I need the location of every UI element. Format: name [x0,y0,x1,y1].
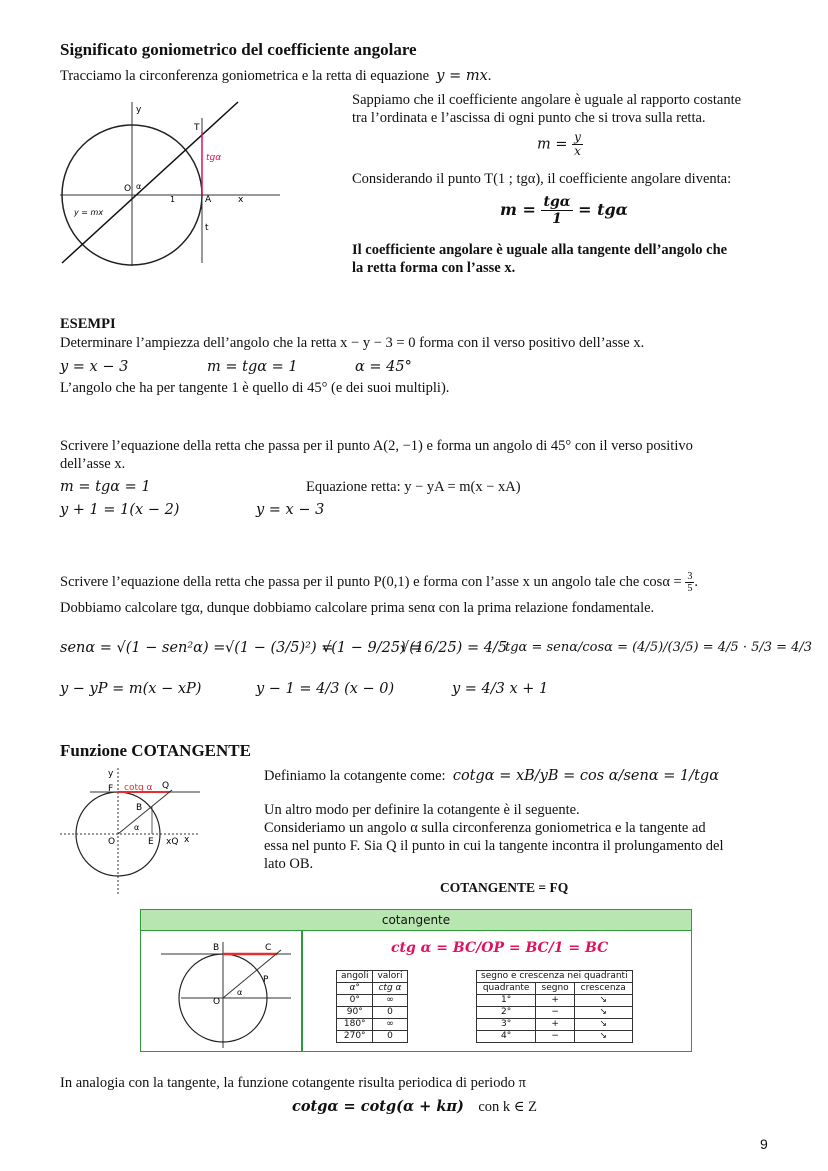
box-fig-alpha-label: α [237,988,243,997]
table-row: 270° 0 [337,1031,408,1043]
ex1-conclusion: L’angolo che ha per tangente 1 è quello di 45° (e dei suoi multipli). [60,380,450,396]
unit-circle-line-figure [60,98,285,268]
ex2-eq-b: Equazione retta: y − yA = m(x − xA) [306,479,521,495]
table-row: 180° ∞ [337,1019,408,1031]
t2-header: segno e crescenza nei quadranti [477,971,633,983]
box-header: cotangente [141,910,691,931]
ex2-text1: Scrivere l’equazione della retta che passa per il punto A(2, −1) e forma un angolo di 45° con il verso positivo [60,438,693,454]
fig2-xQ-label: xQ [166,837,179,847]
period-equation: cotgα = cotg(α + kπ) con k ∈ Z [292,1098,538,1115]
ex3-tg: tgα = senα/cosα = (4/5)/(3/5) = 4/5 · 5/3 = 4/3 [505,640,813,655]
fig1-one-label: 1 [170,195,176,204]
cotangent-values-table: angoli valori α° ctg α 0° ∞ 90° 0 180° ∞ 270° 0 [336,970,408,1043]
table-row: 90° 0 [337,1007,408,1019]
fig1-alpha-label: α [136,182,142,191]
page-number: 9 [760,1136,768,1152]
ex2-eq-d: y = x − 3 [256,502,325,518]
ex3-sen-c: √(1 − 9/25) = [322,640,423,656]
cotangent-p3: essa nel punto F. Sia Q il punto in cui la tangente incontra il prolungamento del [264,838,724,854]
conclusion-line1: Il coefficiente angolare è uguale alla tangente dell’angolo che [352,242,728,258]
table-row: 0° ∞ [337,995,408,1007]
ex3-text1: Scrivere l’equazione della retta che passa per il punto P(0,1) e forma con l’asse x un angolo tale che cosα = $\frac{3}{5}$ . [60,571,698,594]
t1-h1: angoli [337,971,373,983]
box-fig-O-label: O [213,997,221,1007]
table-row: 1° + ↘ [477,995,633,1007]
ex2-eq-a: m = tgα = 1 [60,479,151,495]
fig1-ymx-label: y = mx [74,208,104,217]
ex1-eq-b: m = tgα = 1 [207,359,298,375]
table-row: 2° − ↘ [477,1007,633,1019]
cotangent-def: Definiamo la cotangente come: cotgα = xB/yB = cos α/senα = 1/tgα [264,768,719,784]
cotangent-p1: Un altro modo per definire la cotangente è il seguente. [264,802,580,818]
fig2-cotg-label: cotg α [124,783,153,793]
t1-h2: valori [373,971,407,983]
cotangent-circle-figure [60,764,210,899]
cotangent-p4: lato OB. [264,856,314,872]
ex3-sen-a: senα = √(1 − sen²α) = [60,640,226,656]
ex1-text: Determinare l’ampiezza dell’angolo che la retta x − y − 3 = 0 forma con il verso positivo dell’asse x. [60,335,645,351]
section-title-cotangent: Funzione COTANGENTE [60,741,251,760]
fig1-T-label: T [194,123,200,133]
ex1-eq-c: α = 45° [355,359,412,375]
box-circle-figure [141,932,301,1050]
fig2-x-label: x [184,835,190,845]
ex3-line2: y − 1 = 4/3 (x − 0) [256,681,395,697]
coef-text3: Considerando il punto T(1 ; tgα), il coefficiente angolare diventa: [352,171,732,187]
ex3-text2: Dobbiamo calcolare tgα, dunque dobbiamo calcolare prima senα con la prima relazione fondamentale. [60,600,655,616]
fig1-t-label: t [205,223,209,233]
fig1-A-label: A [205,195,212,205]
box-fig-B-label: B [213,943,220,953]
period-text: In analogia con la tangente, la funzione cotangente risulta periodica di periodo π [60,1075,526,1091]
cotangent-quadrant-table: segno e crescenza nei quadranti quadrante segno crescenza 1° + ↘ 2° − ↘ 3° + ↘ 4° − ↘ [476,970,633,1043]
fig1-x-label: x [238,195,244,205]
fig1-O-label: O [124,184,132,194]
examples-title: ESEMPI [60,316,116,332]
fig1-y-label: y [136,105,142,115]
fig2-F-label: F [108,784,114,794]
ex3-sen-b: √(1 − (3/5)²) = [225,640,334,656]
box-fig-C-label: C [265,943,272,953]
coef-text1: Sappiamo che il coefficiente angolare è uguale al rapporto costante [352,92,742,108]
box-formula: ctg α = BC/OP = BC/1 = BC [391,940,609,956]
fig2-O-label: O [108,837,116,847]
ex3-sen-d: √(16/25) = 4/5 [400,640,508,656]
cotangent-p2: Consideriamo un angolo α sulla circonferenza goniometrica e la tangente ad [264,820,706,836]
ex2-eq-c: y + 1 = 1(x − 2) [60,502,180,518]
intro-text: Tracciamo la circonferenza goniometrica e la retta di equazione y = mx. [60,68,492,84]
table-row: 4° − ↘ [477,1031,633,1043]
fig2-Q-label: Q [162,781,170,791]
ex3-line3: y = 4/3 x + 1 [452,681,549,697]
ex1-eq-a: y = x − 3 [60,359,129,375]
box-fig-P-label: P [263,975,269,985]
fig2-alpha-label: α [134,823,140,832]
fig1-tga-label: tgα [206,153,222,163]
m-tga-eq: m = $\frac{\text{tgα}}{1}$ = tgα [500,194,628,227]
fig2-B-label: B [136,803,143,813]
ex3-line1: y − yP = m(x − xP) [60,681,202,697]
section-title-coefficient: Significato goniometrico del coefficiente angolare [60,40,417,59]
ex2-text2: dell’asse x. [60,456,126,472]
m-ratio-eq: m = $\frac{y}{x}$ [537,130,581,158]
table-row: 3° + ↘ [477,1019,633,1031]
fig2-E-label: E [148,837,154,847]
conclusion-line2: la retta forma con l’asse x. [352,260,516,276]
cotangent-summary-box [140,909,692,1052]
fig2-y-label: y [108,769,114,779]
coef-text2: tra l’ordinata e l’ascissa di ogni punto che si trova sulla retta. [352,110,706,126]
cotangent-result: COTANGENTE = FQ [440,880,569,895]
